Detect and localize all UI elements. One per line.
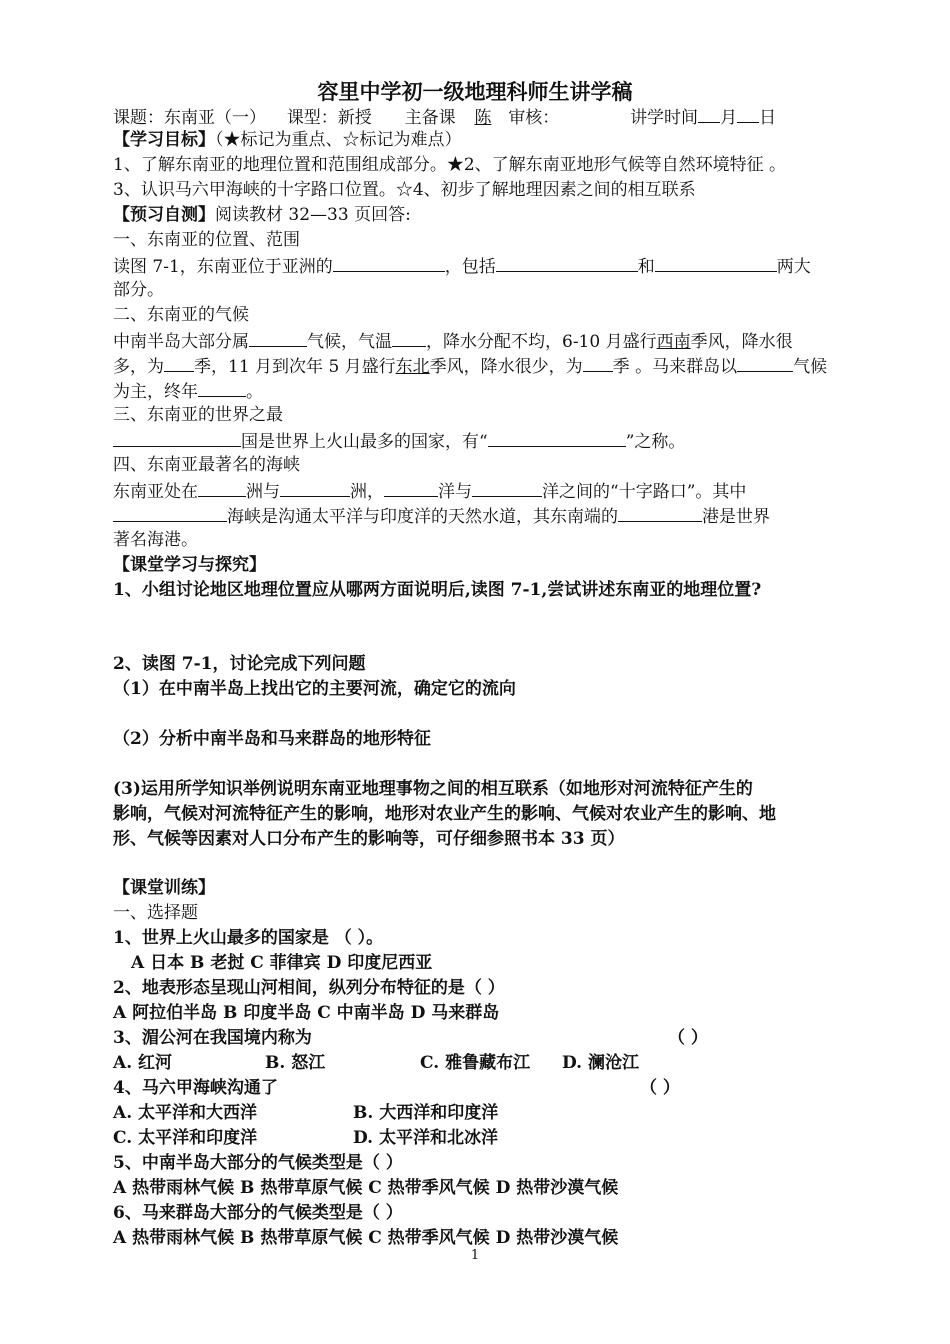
- training-heading: 【课堂训练】: [113, 878, 215, 898]
- fill-blank[interactable]: [164, 353, 194, 372]
- text: 季 。马来群岛以: [612, 357, 738, 377]
- fill-blank[interactable]: [198, 478, 246, 497]
- fill-blank[interactable]: [488, 428, 626, 447]
- mc-question-4: 4、马六甲海峡沟通了: [113, 1078, 278, 1098]
- section-2-line-3: [113, 378, 263, 402]
- section-1-line-2: 部分。: [113, 280, 164, 300]
- fill-blank[interactable]: [198, 378, 246, 397]
- objective-line-1: 1、了解东南亚的地理位置和范围组成部分。★2、了解东南亚地形气候等自然环境特征 。: [113, 155, 787, 175]
- mc-question-4-paren: （ ）: [640, 1078, 680, 1098]
- underlined-text: 西南: [656, 332, 691, 352]
- text: 洋与: [438, 482, 472, 502]
- section-3-line-1: [113, 428, 685, 452]
- text: 季，11 月到次年 5 月盛行: [194, 357, 396, 377]
- mc-question-5-options: A 热带雨林气候 B 热带草原气候 C 热带季风气候 D 热带沙漠气候: [113, 1178, 619, 1198]
- text: 海峡是沟通太平洋与印度洋的天然水道，其东南端的: [227, 507, 618, 527]
- topic: 课题：东南亚（一）: [113, 108, 266, 128]
- text: 气候，气温: [307, 332, 392, 352]
- mc-question-4-option-b: B. 大西洋和印度洋: [353, 1103, 499, 1123]
- month-label: 月: [720, 108, 738, 128]
- mc-question-2: 2、地表形态呈现山河相间，纵列分布特征的是（ ）: [113, 978, 505, 998]
- fill-blank[interactable]: [496, 253, 638, 272]
- mc-question-3-option-d: D. 澜沧江: [562, 1053, 639, 1073]
- text: 国是世界上火山最多的国家，有“: [241, 432, 488, 452]
- text: 气候: [793, 357, 828, 377]
- text: 。: [246, 382, 263, 402]
- text: 洲与: [246, 482, 280, 502]
- day-blank[interactable]: [737, 104, 759, 123]
- objective-line-2: 3、认识马六甲海峡的十字路口位置。☆4、初步了解地理因素之间的相互联系: [113, 180, 696, 200]
- text: 季风，降水很少，为: [429, 357, 583, 377]
- classroom-heading: 【课堂学习与探究】: [113, 555, 266, 575]
- objectives-heading-line: [113, 128, 462, 152]
- section-4-line-2: [113, 503, 770, 527]
- mc-question-1: 1、世界上火山最多的国家是 （ ）。: [113, 928, 384, 948]
- classroom-question-1: 1、小组讨论地区地理位置应从哪两方面说明后,读图 7-1,尝试讲述东南亚的地理位置?: [113, 580, 762, 600]
- mc-question-6-options: A 热带雨林气候 B 热带草原气候 C 热带季风气候 D 热带沙漠气候: [113, 1228, 619, 1248]
- preparer-label: 主备课: [404, 108, 456, 128]
- preparer-name: 陈: [474, 108, 492, 128]
- underlined-text: 东北: [395, 357, 430, 377]
- month-blank[interactable]: [698, 104, 720, 123]
- training-subheading: 一、选择题: [113, 903, 198, 923]
- text: ，降水分配不均，6-10 月盛行: [426, 332, 657, 352]
- text: 中南半岛大部分属: [113, 332, 249, 352]
- text: 多，为: [113, 357, 164, 377]
- review-label: 审核：: [508, 108, 560, 128]
- page-number: 1: [470, 1248, 480, 1263]
- section-2-line-1: [113, 328, 793, 352]
- lesson-type: 课型：新授: [286, 108, 372, 128]
- preview-heading: 【预习自测】: [113, 205, 215, 225]
- mc-question-3-paren: （ ）: [668, 1028, 708, 1048]
- text: 洲，: [350, 482, 384, 502]
- text: 两大: [776, 257, 811, 277]
- mc-question-3-option-b: B. 怒江: [265, 1053, 326, 1073]
- text: 东南亚处在: [113, 482, 198, 502]
- meta-line: [113, 104, 776, 128]
- text: 读图 7-1，东南亚位于亚洲的: [113, 257, 333, 277]
- text: 港是世界: [702, 507, 770, 527]
- fill-blank[interactable]: [333, 253, 445, 272]
- mc-question-4-option-a: A. 太平洋和大西洋: [113, 1103, 258, 1123]
- section-2-line-2: [113, 353, 827, 377]
- classroom-question-2-3-line-3: 形、气候等因素对人口分布产生的影响等，可仔细参照书本 33 页）: [113, 829, 625, 849]
- page-title: 容里中学初一级地理科师生讲学稿: [317, 79, 633, 104]
- mc-question-1-options: A 日本 B 老挝 C 菲律宾 D 印度尼西亚: [131, 953, 433, 973]
- mc-question-2-options: A 阿拉伯半岛 B 印度半岛 C 中南半岛 D 马来群岛: [113, 1003, 500, 1023]
- text: 洋之间的“十字路口”。其中: [542, 482, 747, 502]
- section-4-line-3: 著名海港。: [113, 530, 198, 550]
- mc-question-3-option-a: A. 红河: [113, 1053, 173, 1073]
- mc-question-6: 6、马来群岛大部分的气候类型是（ ）: [113, 1203, 403, 1223]
- mc-question-4-option-c: C. 太平洋和印度洋: [113, 1128, 258, 1148]
- preview-intro: 阅读教材 32—33 页回答:: [215, 205, 411, 225]
- text: ”之称。: [625, 432, 686, 452]
- objectives-note: （★标记为重点、☆标记为难点）: [215, 130, 462, 150]
- mc-question-4-option-d: D. 太平洋和北冰洋: [353, 1128, 498, 1148]
- mc-question-3: 3、湄公河在我国境内称为: [113, 1028, 312, 1048]
- classroom-question-2-1: （1）在中南半岛上找出它的主要河流，确定它的流向: [113, 679, 516, 699]
- section-3-title: 三、东南亚的世界之最: [113, 405, 283, 425]
- fill-blank[interactable]: [249, 328, 307, 347]
- classroom-question-2: 2、读图 7-1，讨论完成下列问题: [113, 654, 366, 674]
- fill-blank[interactable]: [113, 503, 227, 522]
- day-label: 日: [759, 108, 777, 128]
- fill-blank[interactable]: [655, 253, 777, 272]
- fill-blank[interactable]: [737, 353, 793, 372]
- preview-heading-line: [113, 203, 411, 227]
- date-label: 讲学时间: [630, 108, 699, 128]
- section-1-title: 一、东南亚的位置、范围: [113, 230, 300, 250]
- text: ，包括: [444, 257, 496, 277]
- section-4-title: 四、东南亚最著名的海峡: [113, 455, 300, 475]
- fill-blank[interactable]: [384, 478, 438, 497]
- classroom-question-2-3-line-2: 影响，气候对河流特征产生的影响，地形对农业产生的影响、气候对农业产生的影响、地: [113, 804, 776, 824]
- section-1-line-1: [113, 253, 811, 277]
- text: 为主，终年: [113, 382, 198, 402]
- fill-blank[interactable]: [618, 503, 702, 522]
- objectives-heading: 【学习目标】: [113, 130, 215, 150]
- fill-blank[interactable]: [472, 478, 542, 497]
- section-4-line-1: [113, 478, 746, 502]
- classroom-question-2-2: （2）分析中南半岛和马来群岛的地形特征: [113, 729, 431, 749]
- fill-blank[interactable]: [392, 328, 426, 347]
- classroom-question-2-3-line-1: (3)运用所学知识举例说明东南亚地理事物之间的相互联系（如地形对河流特征产生的: [113, 779, 753, 799]
- text: 和: [637, 257, 655, 277]
- section-2-title: 二、东南亚的气候: [113, 305, 249, 325]
- fill-blank[interactable]: [583, 353, 613, 372]
- fill-blank[interactable]: [113, 428, 241, 447]
- text: 季风，降水很: [690, 332, 793, 352]
- mc-question-5: 5、中南半岛大部分的气候类型是（ ）: [113, 1153, 403, 1173]
- mc-question-3-option-c: C. 雅鲁藏布江: [420, 1053, 531, 1073]
- fill-blank[interactable]: [280, 478, 350, 497]
